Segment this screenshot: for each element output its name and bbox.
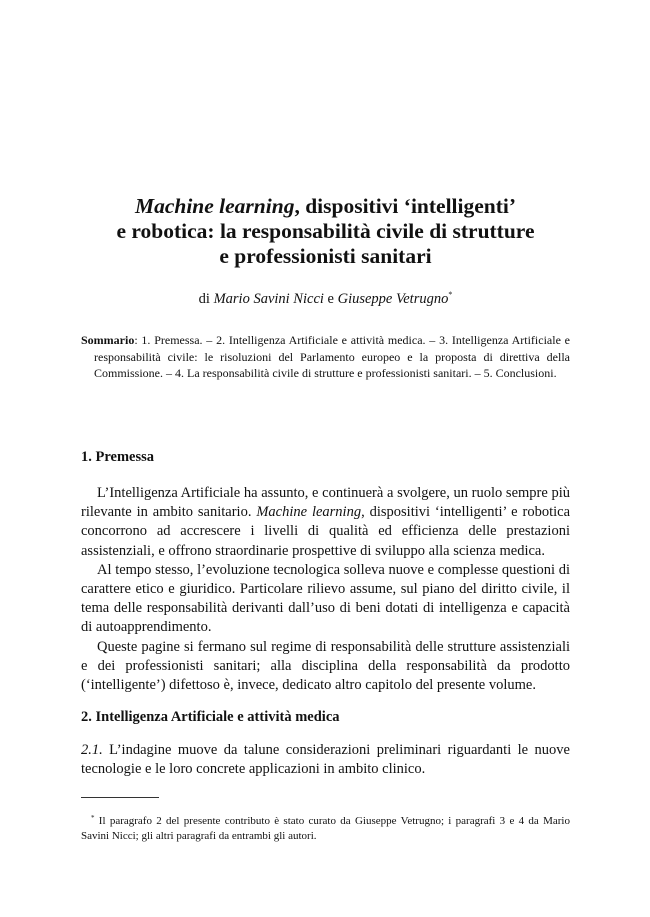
author-2: Giuseppe Vetrugno bbox=[337, 291, 449, 307]
paper-title bbox=[81, 194, 570, 269]
footnote-divider bbox=[81, 797, 159, 798]
section1-paragraph-3: Queste pagine si fermano sul regime di responsabilità delle strutture assistenziali e dei professionisti sanitari; alla disciplina della responsabilità da prodotto (‘intelligente’) difettoso è, invece, dedicato altro capitolo del presente volume. bbox=[81, 638, 570, 694]
title-italic-part: Machine learning bbox=[134, 194, 295, 218]
author-1: Mario Savini Nicci bbox=[213, 291, 324, 307]
section2-body bbox=[81, 741, 570, 779]
footnote bbox=[81, 811, 570, 844]
byline-conj: e bbox=[323, 291, 338, 307]
summary-label: Sommario bbox=[81, 333, 135, 347]
title-line2: e robotica: la responsabilità civile di strutture bbox=[116, 219, 535, 243]
paragraph-number: 2.1. bbox=[81, 742, 103, 758]
summary-text: : 1. Premessa. – 2. Intelligenza Artificiale e attività medica. – 3. Intelligenza Artificiale e responsabilità civile: le risoluzioni del Parlamento europeo e la proposta di direttiva della Commissione. – 4. La responsabilità civile di strutture e professionisti sanitari. – 5. Conclusioni. bbox=[94, 333, 570, 380]
section1-paragraph-1: L’Intelligenza Artificiale ha assunto, e continuerà a svolgere, un ruolo sempre più rilevante in ambito sanitario. Machine learning, dispositivi ‘intelligenti’ e robotica concorrono ad accrescere i livelli di qualità ed efficienza delle prestazioni assistenziali, e offrono straordinarie prospettive di sviluppo alla scienza medica. bbox=[81, 485, 570, 559]
byline bbox=[81, 286, 570, 308]
title-line1-rest: , dispositivi ‘intelligenti’ bbox=[294, 194, 517, 218]
section1-paragraph-2: Al tempo stesso, l’evoluzione tecnologica solleva nuove e complesse questioni di carattere etico e giuridico. Particolare rilievo assume, sul piano del diritto civile, il tema delle responsabilità derivanti dall’uso di beni dotati di intelligenza e capacità di autoapprendimento. bbox=[81, 561, 570, 636]
summary bbox=[81, 332, 570, 382]
title-block bbox=[81, 194, 570, 308]
section2-heading: 2. Intelligenza Artificiale e attività medica bbox=[81, 709, 340, 725]
title-line3: e professionisti sanitari bbox=[219, 244, 432, 268]
machine-learning-italic: Machine learning bbox=[256, 504, 362, 521]
footnote-marker-bottom: * bbox=[91, 814, 95, 822]
footnote-marker[interactable]: * bbox=[448, 290, 453, 299]
byline-prefix: di bbox=[198, 291, 214, 307]
section2-paragraph-1: 2.1. L’indagine muove da talune considerazioni preliminari riguardanti le nuove tecnologie e le loro concrete applicazioni in ambito clinico. bbox=[81, 742, 570, 778]
section1-body bbox=[81, 484, 570, 695]
section1-heading: 1. Premessa bbox=[81, 449, 155, 465]
footnote-text: Il paragrafo 2 del presente contributo è stato curato da Giuseppe Vetrugno; i paragrafi 3 e 4 da Mario Savini Nicci; gli altri paragrafi da entrambi gli autori. bbox=[81, 815, 570, 842]
